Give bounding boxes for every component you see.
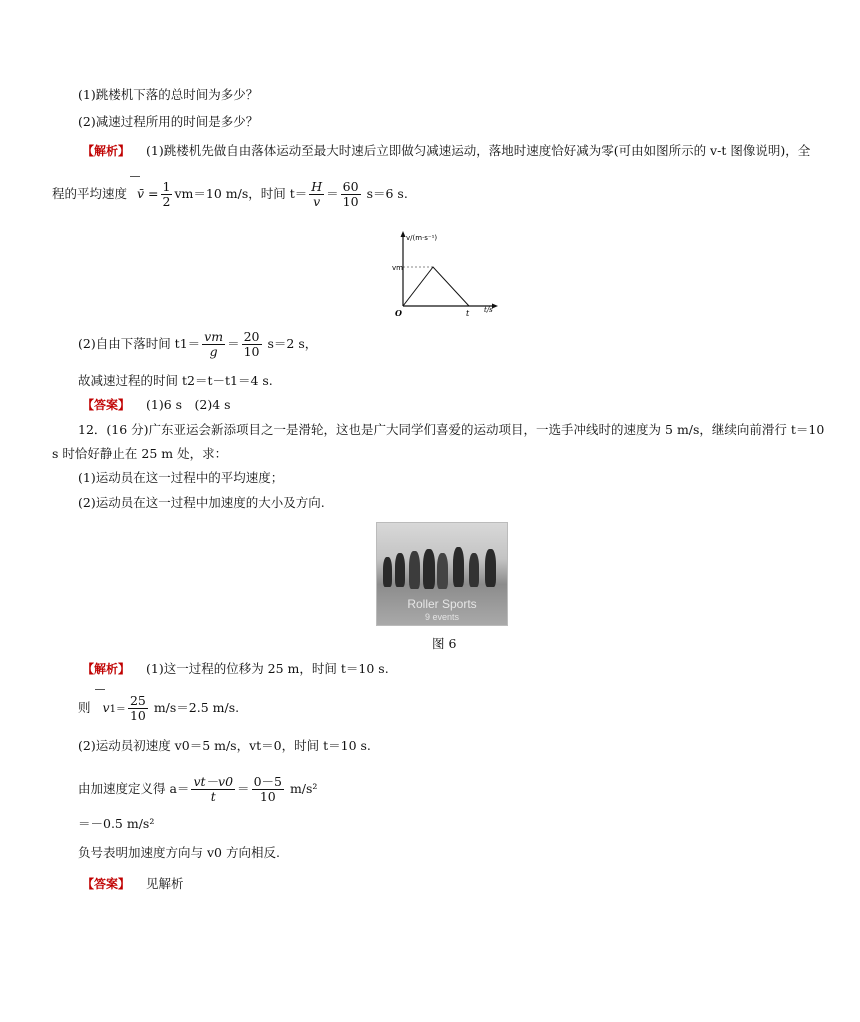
analysis-tag: 【解析】 (82, 662, 131, 676)
frac-den: 10 (342, 194, 359, 209)
problem-12-question-1: (1)运动员在这一过程中的平均速度； (78, 470, 284, 485)
skater-figure (469, 553, 479, 587)
roller-sports-photo (376, 522, 508, 626)
solution-4-line: (2)运动员初速度 v0＝5 m/s，vt＝0，时间 t＝10 s. (78, 738, 371, 753)
problem-12-line-1: 12．(16 分)广东亚运会新添项目之一是滑轮，这也是广大同学们喜爱的运动项目，一选手冲线时的速度为 5 m/s，继续向前滑行 t＝10 (78, 422, 825, 437)
skater-figure (437, 553, 448, 589)
solution-7-line: 负号表明加速度方向与 v0 方向相反. (78, 845, 280, 860)
skater-figure (485, 549, 496, 587)
answer-1-line (82, 397, 231, 413)
skater-figure (453, 547, 464, 587)
fraction-25-10 (128, 694, 148, 723)
vt-graph (385, 228, 505, 323)
frac-den: 10 (129, 708, 146, 723)
y-axis-arrow (401, 231, 406, 237)
avg-v-symbol: v (102, 700, 110, 715)
answer-2-line (82, 876, 184, 892)
solution-3-line-1 (82, 661, 389, 677)
question-2: (2)减速过程所用的时间是多少？ (78, 114, 259, 129)
t-label: t (466, 309, 470, 318)
solution-3-line-2 (78, 694, 239, 724)
solution-2-line-1: (2)自由下落时间 t1＝ $\frac{vm}{g}$ ＝ $\frac{20}{10}$ s＝2 s， (78, 329, 318, 359)
solution-1-line-1 (82, 143, 810, 159)
figure-caption: 图 6 (432, 636, 457, 651)
fraction-0-5-10 (252, 775, 284, 804)
problem-12-question-2: (2)运动员在这一过程中加速度的大小及方向. (78, 495, 325, 510)
frac-num: 0－5 (253, 774, 282, 789)
displacement-text: (1)这一过程的位移为 25 m，时间 t＝10 s. (146, 661, 389, 676)
frac-den: 10 (243, 344, 260, 359)
solution-1-line-2: 程的平均速度 v̄ = $\frac{1}{2}$ vm＝10 m/s，时间 t＝ $\frac{H}{v}$ ＝ $\frac{60}{10}$ s＝6 s. (52, 179, 408, 209)
avg-v-eq: 1＝ (109, 704, 126, 715)
frac-num: 60 (342, 179, 359, 194)
frac-num: H (311, 179, 323, 194)
frac-num: 25 (129, 693, 146, 708)
frac-num: vt－v0 (193, 774, 234, 789)
answer-tag: 【答案】 (82, 877, 131, 891)
avg-v-result: m/s＝2.5 m/s. (153, 700, 240, 715)
frac-den: 10 (259, 789, 276, 804)
skater-figure (423, 549, 435, 589)
answer-tag: 【答案】 (82, 398, 131, 412)
then-label: 则 (78, 700, 91, 715)
avg-speed-label: 程的平均速度 (52, 186, 128, 201)
solution-5-line: 由加速度定义得 a＝ $\frac{vt-v0}{t}$ ＝ $\frac{0-5}{10}$ m/s² (78, 774, 318, 804)
frac-den: g (209, 344, 218, 359)
origin-label: O (395, 308, 402, 318)
problem-12-line-2: s 时恰好静止在 25 m 处，求： (52, 446, 228, 461)
frac-num: vm (204, 329, 224, 344)
solution-2-line-2: 故减速过程的时间 t2＝t－t1＝4 s. (78, 373, 273, 388)
overline (130, 176, 140, 177)
frac-den: 2 (162, 194, 171, 209)
fraction-20-10 (242, 330, 262, 359)
time-result: s＝6 s. (366, 186, 408, 201)
x-axis-arrow (492, 304, 498, 309)
solution-6-line: ＝－0.5 m/s² (78, 816, 155, 831)
answer-1-text: (1)6 s (2)4 s (146, 397, 231, 412)
free-fall-result: s＝2 s， (267, 336, 318, 351)
accel-unit: m/s² (289, 781, 318, 796)
frac-den: t (210, 789, 216, 804)
frac-den: v (313, 194, 321, 209)
skater-figure (383, 557, 392, 587)
accel-def-label: 由加速度定义得 a＝ (78, 781, 190, 796)
photo-subtitle: 9 events (424, 612, 460, 622)
solution-text: (1)跳楼机先做自由落体运动至最大时速后立即做匀减速运动，落地时速度恰好减为零(可由如图所示的 v-t 图像说明)，全 (146, 143, 811, 158)
fraction-accel (191, 775, 235, 804)
question-1: (1)跳楼机下落的总时间为多少？ (78, 87, 259, 102)
vm-label: vm (392, 264, 403, 272)
answer-2-text: 见解析 (146, 876, 184, 891)
avg-speed-symbol: v̄ = (137, 186, 159, 201)
fraction-60-10 (341, 180, 361, 209)
skater-figure (395, 553, 405, 587)
frac-num: 20 (243, 329, 260, 344)
vm-equation: vm＝10 m/s，时间 t＝ (174, 186, 308, 201)
y-axis-label: v/(m·s⁻¹) (406, 234, 438, 242)
velocity-line (403, 267, 469, 306)
free-fall-label: (2)自由下落时间 t1＝ (78, 336, 201, 351)
photo-title: Roller Sports (407, 597, 477, 611)
x-axis-label: t/s (484, 306, 493, 314)
fraction-h-v (309, 180, 324, 209)
fraction-half (161, 180, 173, 209)
fraction-vm-g (202, 330, 225, 359)
frac-num: 1 (162, 179, 171, 194)
skater-figure (409, 551, 420, 589)
analysis-tag: 【解析】 (82, 144, 131, 158)
overline (95, 689, 105, 690)
